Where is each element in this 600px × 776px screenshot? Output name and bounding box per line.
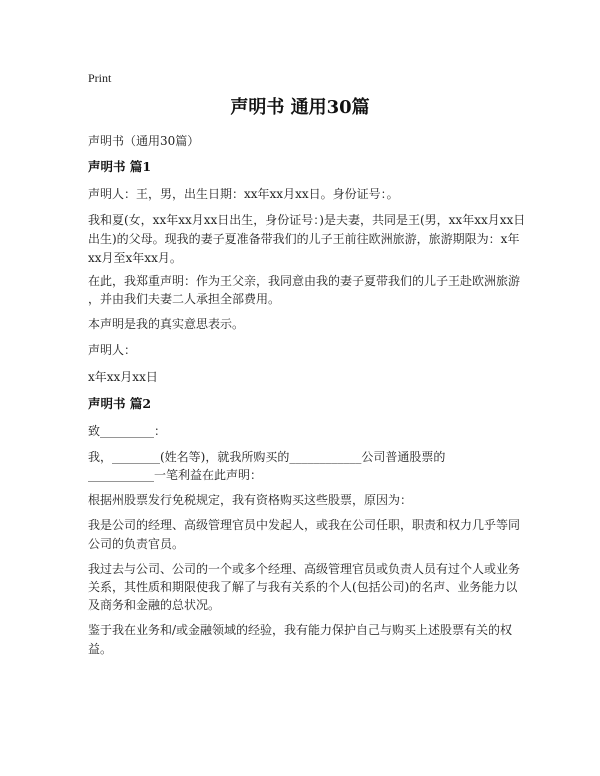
- paragraph-line: 本声明是我的真实意思表示。: [88, 317, 245, 331]
- paragraph-line: xx月至x年xx月。: [88, 251, 182, 265]
- paragraph-line: 及商务和金融的总状况。: [88, 598, 221, 612]
- paragraph-line: 声明人：王，男，出生日期：xx年xx月xx日。身份证号：。: [88, 187, 399, 201]
- paragraph-line: 我是公司的经理、高级管理官员中发起人，或我在公司任职，职责和权力几乎等同: [88, 518, 521, 532]
- paragraph-line: 我过去与公司、公司的一个或多个经理、高级管理官员或负责人员有过个人或业务: [88, 562, 521, 576]
- document-subtitle: 声明书（通用30篇）: [88, 134, 200, 148]
- paragraph-line: 出生)的父母。现我的妻子夏准备带我们的儿子王前往欧洲旅游，旅游期限为：x年: [88, 232, 520, 246]
- paragraph-line: ，并由我们夫妻二人承担全部费用。: [88, 292, 281, 306]
- paragraph-line: 关系，其性质和期限使我了解了与我有关系的个人(包括公司)的名声、业务能力以: [88, 580, 518, 594]
- signature-label: 声明人：: [88, 343, 137, 357]
- paragraph-line: 公司的负责官员。: [88, 537, 185, 551]
- paragraph-line: 根据州股票发行免税规定，我有资格购买这些股票，原因为：: [88, 493, 413, 507]
- paragraph-line: 我，________(姓名等)，就我所购买的____________公司普通股票的: [88, 450, 446, 464]
- date-line: x年xx月xx日: [88, 370, 158, 384]
- section-heading-1: 声明书 篇1: [88, 159, 152, 174]
- paragraph-line: ___________一笔利益在此声明：: [88, 468, 263, 482]
- paragraph-line: 鉴于我在业务和/或金融领域的经验，我有能力保护自己与购买上述股票有关的权: [88, 623, 513, 637]
- section-heading-2: 声明书 篇2: [88, 396, 152, 411]
- paragraph-line: 在此，我郑重声明：作为王父亲，我同意由我的妻子夏带我们的儿子王赴欧洲旅游: [88, 274, 521, 288]
- paragraph-line: 我和夏(女，xx年xx月xx日出生，身份证号：)是夫妻，共同是王(男，xx年xx月xx日: [88, 213, 526, 227]
- addressee-line: 致_________：: [88, 424, 167, 438]
- print-label: Print: [88, 71, 112, 85]
- document-title: 声明书 通用30篇: [230, 97, 370, 118]
- paragraph-line: 益。: [88, 642, 113, 656]
